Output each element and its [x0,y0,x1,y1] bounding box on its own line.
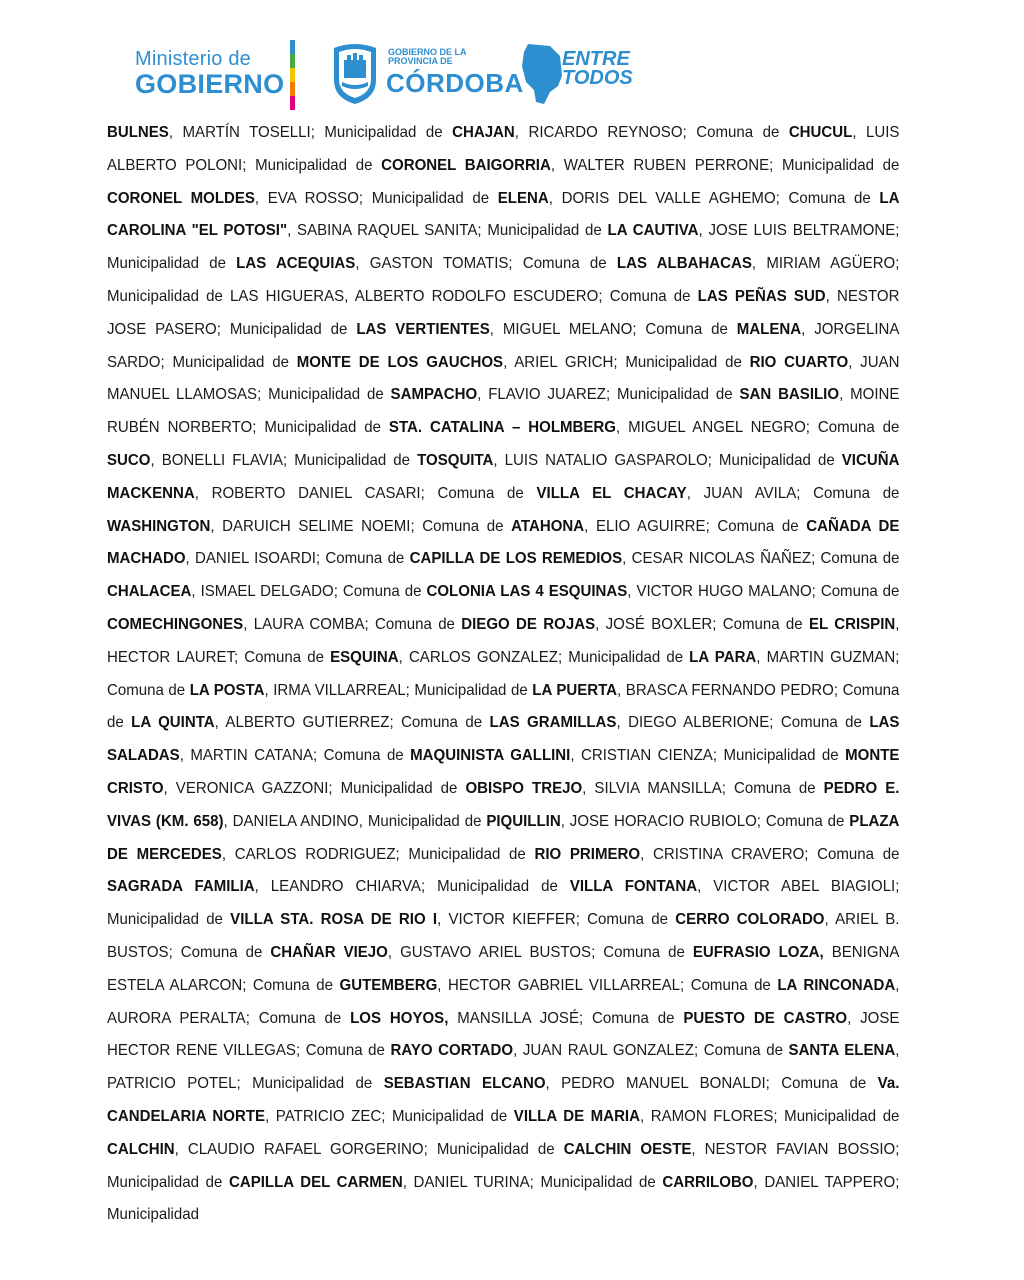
body-text-run: , PEDRO MANUEL BONALDI; Comuna de [545,1075,878,1093]
locality-name: ELENA [497,189,549,207]
gobierno-line1: GOBIERNO DE LA [388,47,467,57]
document-header [0,36,1024,112]
gobierno-label: GOBIERNO [135,69,285,99]
body-text-run: , MIGUEL MELANO; Comuna de [489,320,737,338]
body-text-run: , HECTOR GABRIEL VILLARREAL; Comuna de [437,976,778,994]
locality-name: VILLA STA. ROSA DE RIO I [230,911,438,929]
locality-name: SAMPACHO [390,386,478,404]
locality-name: RIO CUARTO [749,353,849,371]
locality-name: EUFRASIO LOZA, [692,943,824,961]
locality-name: PUESTO DE CASTRO [683,1009,848,1027]
locality-name: STA. CATALINA – HOLMBERG [388,419,616,437]
locality-name: CARRILOBO [662,1173,754,1191]
locality-name: SANTA ELENA [788,1042,896,1060]
locality-name: LA POSTA [189,681,265,699]
locality-name: CHUCUL [788,124,853,141]
locality-name: PEDRO E. VIVAS (KM. 658) [107,779,900,830]
cordoba-shield-icon [330,40,380,106]
locality-name: LAS ACEQUIAS [236,255,356,273]
locality-name: EL CRISPIN [808,615,896,633]
locality-name: CHAÑAR VIEJO [270,943,388,961]
body-text-run: , JORGELINA SARDO; Municipalidad de [107,320,900,371]
body-text-run: , LUIS NATALIO GASPAROLO; Municipalidad de [493,451,842,469]
body-text-run: , NESTOR JOSE PASERO; Municipalidad de [107,287,900,338]
body-text-run: , JUAN AVILA; Comuna de [686,484,900,502]
locality-name: COMECHINGONES [107,615,244,633]
locality-name: LAS VERTIENTES [356,320,490,338]
locality-name: LOS HOYOS, [350,1009,449,1027]
locality-name: CHALACEA [107,583,192,601]
body-text-run: , JOSÉ BOXLER; Comuna de [595,615,809,633]
locality-name: CORONEL MOLDES [107,189,255,207]
locality-name: VILLA DE MARIA [513,1107,640,1125]
locality-name: CHAJAN [452,124,515,141]
locality-name: VILLA EL CHACAY [536,484,687,502]
body-text-run: , ARIEL GRICH; Municipalidad de [503,353,750,371]
ministerio-label: Ministerio de [135,48,251,70]
body-text-run: , CARLOS GONZALEZ; Municipalidad de [398,648,690,666]
body-text-run: , DORIS DEL VALLE AGHEMO; Comuna de [548,189,880,207]
body-text-run: BENIGNA ESTELA ALARCON; Comuna de [107,943,900,994]
body-text-run: , CRISTINA CRAVERO; Comuna de [640,845,900,863]
locality-name: SAGRADA FAMILIA [107,878,255,896]
body-text-run: , MARTIN CATANA; Comuna de [179,747,411,765]
locality-name: LAS GRAMILLAS [489,714,617,732]
body-text-run: , MIGUEL ANGEL NEGRO; Comuna de [615,419,900,437]
body-text-run: , JOSE HECTOR RENE VILLEGAS; Comuna de [107,1009,900,1060]
body-text-run: , PATRICIO ZEC; Municipalidad de [265,1107,514,1125]
locality-name: CORONEL BAIGORRIA [381,156,551,174]
body-text-run: , DARUICH SELIME NOEMI; Comuna de [210,517,512,535]
body-text-run: , VERONICA GAZZONI; Municipalidad de [163,779,466,797]
gobierno-line2: PROVINCIA DE [388,56,453,66]
body-text-run: , PATRICIO POTEL; Municipalidad de [107,1042,900,1093]
locality-name: RAYO CORTADO [390,1042,514,1060]
locality-name: LA QUINTA [131,714,215,732]
body-text-run: , MOINE RUBÉN NORBERTO; Municipalidad de [107,386,900,437]
body-text-run: , JUAN RAUL GONZALEZ; Comuna de [513,1042,789,1060]
locality-name: CAÑADA DE MACHADO [107,517,900,568]
locality-name: MAQUINISTA GALLINI [410,747,571,765]
locality-name: BULNES [107,124,169,141]
locality-name: Va. CANDELARIA NORTE [107,1075,900,1125]
locality-name: PIQUILLIN [486,812,561,830]
body-text-run: , ARIEL B. BUSTOS; Comuna de [107,911,900,961]
locality-name: DIEGO DE ROJAS [461,615,596,633]
ministerio-gobierno-logo [135,48,284,98]
body-text-run: , CRISTIAN CIENZA; Municipalidad de [570,747,846,765]
body-text-run: , DANIEL TURINA; Municipalidad de [402,1173,663,1191]
body-text-run: , FLAVIO JUAREZ; Municipalidad de [477,386,740,404]
body-text-run: , ROBERTO DANIEL CASARI; Comuna de [194,484,537,502]
locality-name: GUTEMBERG [339,976,438,994]
locality-name: PLAZA DE MERCEDES [107,812,900,863]
locality-name: TOSQUITA [417,451,494,469]
body-text-run: , LAURA COMBA; Comuna de [243,615,462,633]
cordoba-title: CÓRDOBA [386,68,524,98]
locality-name: LAS PEÑAS SUD [697,287,826,305]
body-text-run: , CLAUDIO RAFAEL GORGERINO; Municipalidad de [174,1140,564,1158]
locality-name: ESQUINA [330,648,399,666]
body-text-run: , DIEGO ALBERIONE; Comuna de [616,714,870,732]
locality-name: MONTE CRISTO [107,747,900,797]
locality-name: LAS ALBAHACAS [616,255,752,273]
body-text-run: , ISMAEL DELGADO; Comuna de [191,583,427,601]
locality-name: CALCHIN [107,1140,175,1158]
locality-name: WASHINGTON [107,517,211,535]
document-body-text [107,117,899,1232]
cordoba-map-icon [520,42,564,106]
color-stripe-divider [290,40,295,110]
body-text-run: , RICARDO REYNOSO; Comuna de [514,124,789,141]
body-text-run: , ALBERTO GUTIERREZ; Comuna de [214,714,490,732]
body-text-run: , SABINA RAQUEL SANITA; Municipalidad de [287,222,608,240]
body-text-run: , NESTOR FAVIAN BOSSIO; Municipalidad de [107,1140,900,1191]
locality-name: LA PARA [689,648,757,666]
todos-label: TODOS [562,67,633,89]
body-text-run: , IRMA VILLARREAL; Municipalidad de [264,681,533,699]
locality-name: CAPILLA DE LOS REMEDIOS [409,550,623,568]
body-text-run: , BRASCA FERNANDO PEDRO; Comuna de [107,681,900,732]
locality-name: SAN BASILIO [739,386,840,404]
body-text-run: , VICTOR HUGO MALANO; Comuna de [627,583,900,601]
locality-name: SEBASTIAN ELCANO [383,1075,546,1093]
entre-label: ENTRE [562,48,630,70]
locality-name: VICUÑA MACKENNA [107,451,900,502]
body-text-run: , MARTIN GUZMAN; Comuna de [107,648,900,699]
locality-name: OBISPO TREJO [465,779,583,797]
locality-name: CERRO COLORADO [675,911,825,929]
body-text-run: , CARLOS RODRIGUEZ; Municipalidad de [221,845,535,863]
body-text-run: , VICTOR KIEFFER; Comuna de [437,911,676,929]
body-text-run: , DANIELA ANDINO, Municipalidad de [223,812,487,830]
body-text-run: , GASTON TOMATIS; Comuna de [355,255,617,273]
locality-name: CALCHIN OESTE [563,1140,692,1158]
locality-name: LA RINCONADA [777,976,896,994]
locality-name: RIO PRIMERO [534,845,641,863]
locality-name: MALENA [736,320,802,338]
body-text-run: , VICTOR ABEL BIAGIOLI; Municipalidad de [107,878,900,929]
body-text-run: , JOSE HORACIO RUBIOLO; Comuna de [560,812,850,830]
locality-name: LA CAUTIVA [607,222,699,240]
body-text-run: , JUAN MANUEL LLAMOSAS; Municipalidad de [107,353,900,404]
body-text-run: , BONELLI FLAVIA; Municipalidad de [150,451,418,469]
locality-name: SUCO [107,451,151,469]
body-text-run: MANSILLA JOSÉ; Comuna de [448,1009,684,1027]
body-text-run: , HECTOR LAURET; Comuna de [107,615,900,666]
entre-todos-logo [562,50,633,88]
body-text-run: , MARTÍN TOSELLI; Municipalidad de [168,124,453,141]
locality-name: LA CAROLINA "EL POTOSI" [107,189,900,240]
body-text-run: , ELIO AGUIRRE; Comuna de [584,517,807,535]
locality-name: ATAHONA [511,517,585,535]
body-text-run: , SILVIA MANSILLA; Comuna de [582,779,824,797]
body-text-run: , CESAR NICOLAS ÑAÑEZ; Comuna de [622,550,900,568]
locality-name: CAPILLA DEL CARMEN [228,1173,403,1191]
body-text-run: , GUSTAVO ARIEL BUSTOS; Comuna de [387,943,693,961]
body-text-run: , WALTER RUBEN PERRONE; Municipalidad de [550,156,900,174]
locality-name: COLONIA LAS 4 ESQUINAS [426,583,628,601]
locality-name: LAS SALADAS [107,714,900,765]
locality-name: MONTE DE LOS GAUCHOS [296,353,504,371]
body-text-run: , DANIEL ISOARDI; Comuna de [185,550,410,568]
body-text-run: , DANIEL TAPPERO; Municipalidad [107,1173,900,1224]
body-text-run: , LEANDRO CHIARVA; Municipalidad de [254,878,570,896]
body-text-run: , RAMON FLORES; Municipalidad de [639,1107,900,1125]
locality-name: LA PUERTA [532,681,618,699]
body-text-run: , JOSE LUIS BELTRAMONE; Municipalidad de [107,222,900,273]
locality-name: VILLA FONTANA [569,878,698,896]
body-text-run: , MIRIAM AGÜERO; Municipalidad de LAS HIGUERAS, ALBERTO RODOLFO ESCUDERO; Comuna de [107,255,900,305]
body-text-run: , LUIS ALBERTO POLONI; Municipalidad de [107,124,900,174]
gobierno-provincia-label [388,48,467,66]
body-text-run: , EVA ROSSO; Municipalidad de [254,189,498,207]
body-text-run: , AURORA PERALTA; Comuna de [107,976,900,1027]
